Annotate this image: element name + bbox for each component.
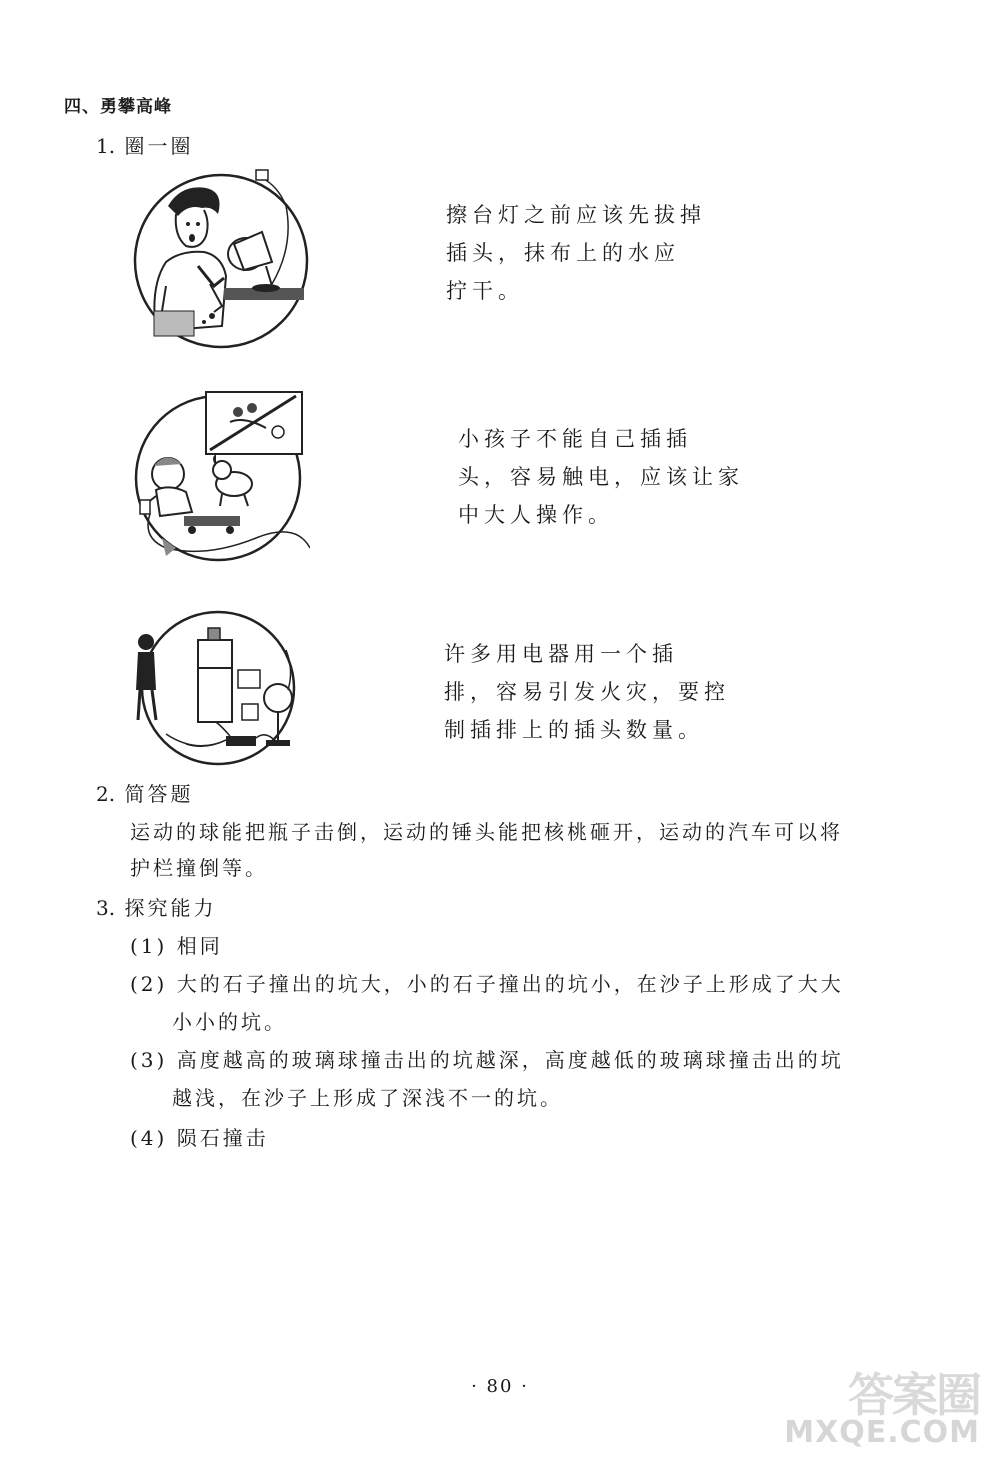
q1-title: 圈一圈 [124, 134, 194, 158]
q3-number: 3. [96, 896, 116, 920]
caption-line: 许多用电器用一个插 [444, 642, 678, 666]
part-label: (2) [130, 972, 168, 996]
q2-title: 简答题 [124, 782, 194, 806]
part-text: 相同 [176, 934, 223, 958]
part-label: (3) [130, 1048, 168, 1072]
q2-number: 2. [96, 782, 116, 806]
q3-title: 探究能力 [124, 896, 217, 920]
q2-answer-line: 护栏撞倒等。 [130, 856, 268, 880]
watermark-url: MXQE.COM [784, 1415, 980, 1450]
q2-answer-line: 运动的球能把瓶子击倒，运动的锤头能把核桃砸开，运动的汽车可以将 [130, 820, 843, 844]
caption-line: 擦台灯之前应该先拔掉 [446, 203, 706, 227]
caption-line: 拧干。 [446, 279, 524, 303]
caption-line: 小孩子不能自己插插 [458, 427, 692, 451]
part-label: (1) [130, 934, 168, 958]
q3-part2-cont: 小小的坑。 [172, 1010, 287, 1034]
power-strip-illustration [126, 610, 312, 770]
q3-part4 [130, 1122, 269, 1151]
part-text: 陨石撞击 [176, 1126, 269, 1150]
q3-part3-cont: 越浅，在沙子上形成了深浅不一的坑。 [172, 1086, 563, 1110]
q3-part2 [130, 968, 844, 997]
q1-item3-caption [444, 635, 754, 749]
q3-part3 [130, 1044, 844, 1073]
caption-line: 头，容易触电，应该让家 [458, 465, 744, 489]
child-plug-illustration [126, 388, 310, 572]
q1-heading [96, 130, 193, 159]
caption-line: 制插排上的插头数量。 [444, 718, 704, 742]
lamp-cleaning-illustration [126, 166, 316, 356]
part-label: (4) [130, 1126, 168, 1150]
q3-part1 [130, 930, 223, 959]
caption-line: 排，容易引发火灾，要控 [444, 680, 730, 704]
section-title: 四、勇攀高峰 [64, 97, 172, 117]
q2-heading [96, 778, 193, 807]
watermark-logo: 答案圈 [848, 1368, 980, 1422]
q1-item2-caption [458, 420, 758, 534]
page-number: · 80 · [471, 1376, 529, 1397]
caption-line: 中大人操作。 [458, 503, 614, 527]
caption-line: 插头，抹布上的水应 [446, 241, 680, 265]
watermark [784, 1368, 980, 1450]
part-text: 大的石子撞出的坑大，小的石子撞出的坑小，在沙子上形成了大大 [176, 972, 844, 996]
q3-heading [96, 892, 216, 921]
q1-item1-caption [446, 196, 746, 310]
q1-number: 1. [96, 134, 116, 158]
part-text: 高度越高的玻璃球撞击出的坑越深，高度越低的玻璃球撞击出的坑 [176, 1048, 844, 1072]
